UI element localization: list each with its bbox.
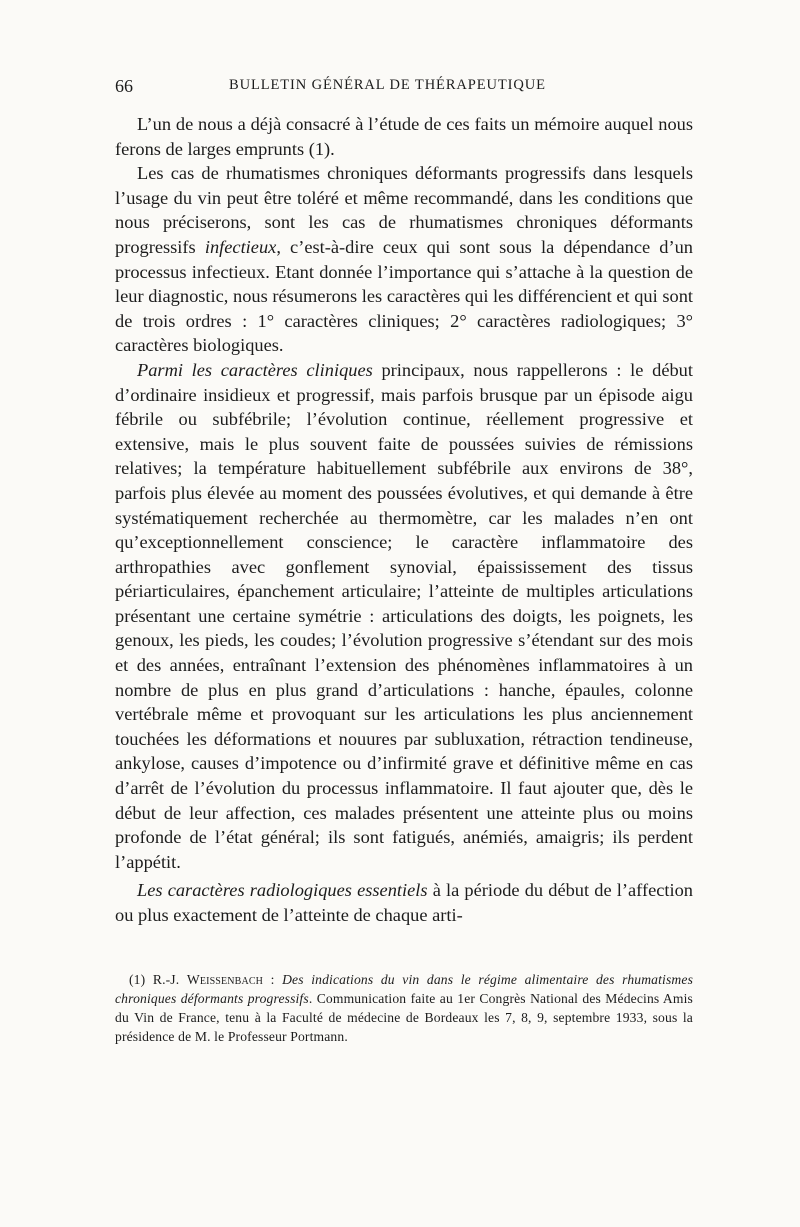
page-header: [115, 72, 693, 102]
footnote-rest: . Communication faite au 1er Congrès National des Médecins Amis du Vin de France, tenu à la Faculté de médecine de Bordeaux les 7, 8, 9, septembre 1933, sous la présidence de M. le Professeur Portmann.: [115, 990, 693, 1045]
footnote-marker: (1) R.-J.: [129, 971, 187, 987]
paragraph-2: [115, 161, 693, 358]
paragraph-1: [115, 112, 693, 161]
paragraph-1-text: L’un de nous a déjà consacré à l’étude de ces faits un mémoire auquel nous ferons de larges emprunts (1).: [115, 114, 693, 159]
paragraph-3: [115, 358, 693, 874]
document-page: [115, 72, 693, 1047]
footnote-separator: :: [263, 971, 283, 987]
footnotes: [115, 970, 693, 1047]
paragraph-4: [115, 878, 693, 927]
paragraph-3-emphasis: Parmi les caractères cliniques: [137, 359, 373, 380]
footnote-1: [115, 970, 693, 1047]
body-text: [115, 112, 693, 928]
paragraph-3-text-after: principaux, nous rappellerons : le début d’ordinaire insidieux et progressif, mais parfois brusque par un épisode aigu fébrile ou subfébrile; l’évolution continue, réellement progressive et extensive, mais le plus souvent faite de poussées suivies de rémissions relatives; la température habituellement subfébrile aux environs de 38°, parfois plus élevée au moment des poussées évolutives, et qui demande à être systématiquement recherchée au thermomètre, car les malades n’en ont qu’exceptionnellement conscience; le caractère inflammatoire des arthropathies avec gonflement synovial, épaississement des tissus périarticulaires, épanchement articulaire; l’atteinte de multiples articulations présentant une certaine symétrie : articulations des doigts, les poignets, les genoux, les pieds, les coudes; l’évolution progressive s’étendant sur des mois et des années, entraînant l’extension des phénomènes inflammatoires à un nombre de plus en plus grand d’articulations : hanche, épaules, colonne vertébrale même et provoquant sur les articulations les plus anciennement touchées les déformations et nouures par subluxation, rétraction tendineuse, ankylose, causes d’impotence ou d’infirmité grave et définitive même en cas d’arrêt de l’évolution du processus inflammatoire. Il faut ajouter que, dès le début de leur affection, ces malades présentent une atteinte plus ou moins profonde de l’état général; ils sont fatigués, anémiés, amaigris; ils perdent l’appétit.: [115, 359, 693, 872]
paragraph-2-text-after: , c’est-à-dire ceux qui sont sous la dépendance d’un processus infectieux. Etant donnée l’importance qui s’attache à la question de leur diagnostic, nous résumerons les caractères qui les différencient et qui sont de trois ordres : 1° caractères cliniques; 2° caractères radiologiques; 3° caractères biologiques.: [115, 236, 693, 356]
footnote-title: Des indications du vin dans le régime alimentaire des rhumatismes chroniques déformants progressifs: [115, 971, 694, 1006]
running-title: BULLETIN GÉNÉRAL DE THÉRAPEUTIQUE: [229, 77, 546, 93]
paragraph-2-text-before: Les cas de rhumatismes chroniques déformants progressifs dans lesquels l’usage du vin peut être toléré et même recommandé, dans les conditions que nous préciserons, sont les cas de rhumatismes chroniques déformants progressifs: [115, 163, 693, 257]
paragraph-2-emphasis: infectieux: [204, 236, 277, 257]
paragraph-4-emphasis: Les caractères radiologiques essentiels: [137, 880, 428, 901]
footnote-author: Weissenbach: [186, 971, 264, 987]
page-number: 66: [115, 76, 133, 96]
paragraph-4-text-after: à la période du début de l’affection ou plus exactement de l’atteinte de chaque arti-: [115, 880, 694, 925]
